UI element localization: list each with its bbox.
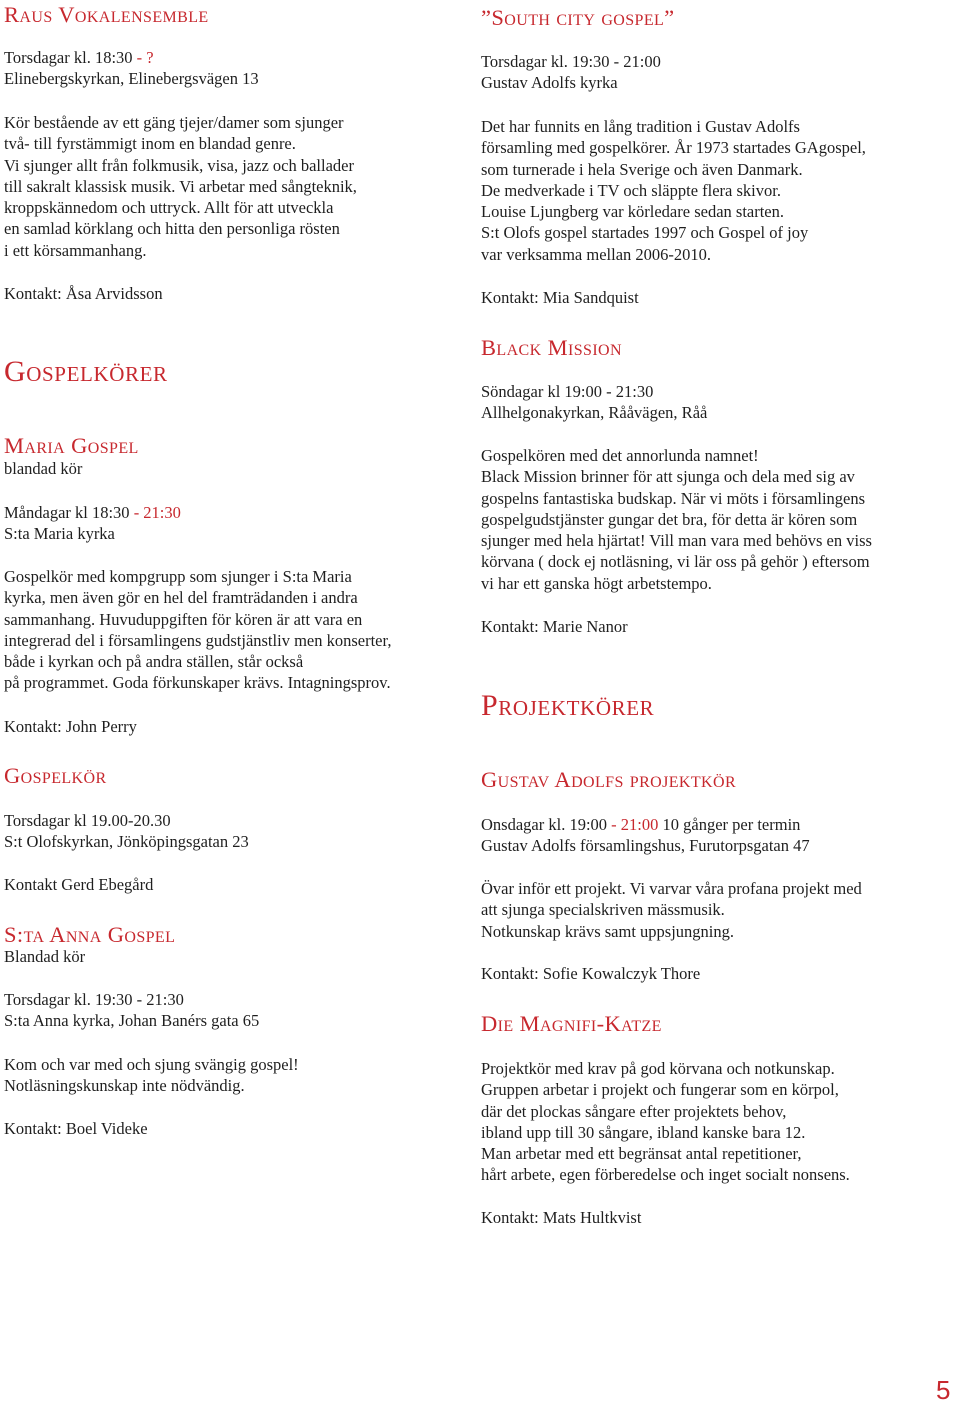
desc-line: Det har funnits en lång tradition i Gustav Adolfs bbox=[481, 117, 800, 136]
choir-place: Elinebergskyrkan, Elinebergsvägen 13 bbox=[4, 69, 259, 89]
desc-line: Notkunskap krävs samt uppsjungning. bbox=[481, 921, 734, 941]
desc-line: Övar inför ett projekt. Vi varvar våra profana projekt med bbox=[481, 879, 862, 898]
choir-contact-south-city: Kontakt: Mia Sandquist bbox=[481, 288, 639, 307]
desc-line: på programmet. Goda förkunskaper krävs. Intagningsprov. bbox=[4, 673, 391, 693]
choir-contact-anna: Kontakt: Boel Videke bbox=[4, 1119, 148, 1138]
section-title-projektkorer: Projektkörer bbox=[481, 689, 655, 722]
choir-title-south-city: ”South city gospel” bbox=[481, 5, 675, 30]
choir-place: Gustav Adolfs församlingshus, Furutorpsgatan 47 bbox=[481, 836, 810, 856]
desc-line: hårt arbete, egen förberedelse och inget socialt nonsens. bbox=[481, 1165, 850, 1185]
desc-line: ibland upp till 30 sångare, ibland kanske bara 12. bbox=[481, 1122, 806, 1142]
desc-line: Projektkör med krav på god körvana och notkunskap. bbox=[481, 1059, 835, 1078]
desc-line: som turnerade i hela Sverige och även Danmark. bbox=[481, 159, 803, 179]
desc-line: Notläsningskunskap inte nödvändig. bbox=[4, 1076, 245, 1096]
desc-line: både i kyrkan och på andra ställen, står också bbox=[4, 652, 304, 672]
choir-desc-black-mission bbox=[481, 445, 872, 594]
choir-title-raus: Raus Vokalensemble bbox=[4, 2, 209, 27]
desc-line: De medverkade i TV och släppte flera skivor. bbox=[481, 180, 781, 200]
choir-schedule-raus bbox=[4, 47, 259, 90]
choir-time: Torsdagar kl. 19:30 - 21:30 bbox=[4, 990, 184, 1009]
choir-contact-magnifi-katze: Kontakt: Mats Hultkvist bbox=[481, 1208, 642, 1227]
desc-line: till sakralt klassisk musik. Vi arbetar med sångteknik, bbox=[4, 176, 357, 196]
choir-desc-raus bbox=[4, 112, 357, 261]
choir-desc-gustav-adolfs bbox=[481, 878, 862, 942]
choir-place: S:t Olofskyrkan, Jönköpingsgatan 23 bbox=[4, 832, 249, 852]
choir-schedule-anna bbox=[4, 989, 259, 1032]
desc-line: Gospelkören med det annorlunda namnet! bbox=[481, 446, 759, 465]
desc-line: Kom och var med och sjung svängig gospel! bbox=[4, 1055, 299, 1074]
desc-line: körvana ( dock ej notläsning, vi lär oss på gehör ) eftersom bbox=[481, 552, 870, 572]
desc-line: att sjunga specialskriven mässmusik. bbox=[481, 900, 725, 920]
choir-time: Söndagar kl 19:00 - 21:30 bbox=[481, 382, 654, 401]
desc-line: församling med gospelkörer. År 1973 startades GAgospel, bbox=[481, 138, 866, 158]
desc-line: vi har ett ganska högt arbetstempo. bbox=[481, 573, 712, 593]
choir-desc-magnifi-katze bbox=[481, 1058, 850, 1186]
choir-schedule-gospelkor bbox=[4, 810, 249, 853]
choir-time: Onsdagar kl. 19:00 - 21:00 10 gånger per termin bbox=[481, 815, 801, 834]
desc-line: där det plockas sångare efter projektets behov, bbox=[481, 1101, 787, 1121]
choir-contact-gospelkor: Kontakt Gerd Ebegård bbox=[4, 875, 154, 894]
choir-title-maria: Maria Gospel bbox=[4, 433, 139, 458]
desc-line: gospelgudstjänster gungar det bra, för detta är kören som bbox=[481, 509, 858, 529]
desc-line: kroppskännedom och uttryck. Allt för att utveckla bbox=[4, 198, 334, 218]
desc-line: Man arbetar med ett begränsat antal repetitioner, bbox=[481, 1144, 802, 1164]
choir-subtitle-anna: Blandad kör bbox=[4, 947, 86, 966]
choir-contact-maria: Kontakt: John Perry bbox=[4, 717, 137, 736]
choir-desc-south-city bbox=[481, 116, 866, 265]
desc-line: Gospelkör med kompgrupp som sjunger i S:ta Maria bbox=[4, 567, 352, 586]
choir-desc-maria bbox=[4, 566, 391, 694]
choir-time: Torsdagar kl. 19:30 - 21:00 bbox=[481, 52, 661, 71]
choir-title-gustav-adolfs: Gustav Adolfs projektkör bbox=[481, 767, 737, 792]
choir-place: Gustav Adolfs kyrka bbox=[481, 73, 618, 93]
section-title-gospelkorer: Gospelkörer bbox=[4, 355, 168, 388]
choir-time: Torsdagar kl. 18:30 - ? bbox=[4, 48, 154, 67]
desc-line: Vi sjunger allt från folkmusik, visa, jazz och ballader bbox=[4, 155, 354, 175]
choir-contact-gustav-adolfs: Kontakt: Sofie Kowalczyk Thore bbox=[481, 964, 701, 983]
desc-line: sjunger med hela hjärtat! Vill man vara med behövs en viss bbox=[481, 531, 872, 551]
choir-place: S:ta Maria kyrka bbox=[4, 524, 115, 544]
choir-contact-raus: Kontakt: Åsa Arvidsson bbox=[4, 284, 163, 303]
choir-schedule-maria bbox=[4, 502, 181, 545]
desc-line: Gruppen arbetar i projekt och fungerar som en körpol, bbox=[481, 1080, 839, 1100]
desc-line: integrerad del i församlingens gudstjänstliv men konserter, bbox=[4, 630, 392, 650]
desc-line: gospelns fantastiska budskap. När vi möts i församlingens bbox=[481, 488, 866, 508]
choir-contact-black-mission: Kontakt: Marie Nanor bbox=[481, 617, 628, 636]
choir-subtitle-maria: blandad kör bbox=[4, 459, 83, 478]
choir-time: Torsdagar kl 19.00-20.30 bbox=[4, 811, 171, 830]
choir-title-black-mission: Black Mission bbox=[481, 335, 622, 360]
choir-schedule-south-city bbox=[481, 51, 661, 94]
desc-line: S:t Olofs gospel startades 1997 och Gospel of joy bbox=[481, 223, 809, 243]
choir-schedule-gustav-adolfs bbox=[481, 814, 810, 857]
choir-desc-anna bbox=[4, 1054, 299, 1097]
desc-line: i ett körsammanhang. bbox=[4, 240, 147, 260]
desc-line: kyrka, men även gör en hel del framträdanden i andra bbox=[4, 588, 358, 608]
choir-schedule-black-mission bbox=[481, 381, 707, 424]
desc-line: Kör bestående av ett gäng tjejer/damer som sjunger bbox=[4, 113, 344, 132]
desc-line: sammanhang. Huvuduppgiften för kören är att vara en bbox=[4, 609, 363, 629]
desc-line: var verksamma mellan 2006-2010. bbox=[481, 244, 712, 264]
choir-time: Måndagar kl 18:30 - 21:30 bbox=[4, 503, 181, 522]
choir-place: S:ta Anna kyrka, Johan Banérs gata 65 bbox=[4, 1011, 260, 1031]
choir-title-magnifi-katze: Die Magnifi-Katze bbox=[481, 1011, 662, 1036]
desc-line: två- till fyrstämmigt inom en blandad genre. bbox=[4, 134, 296, 154]
choir-title-anna: S:ta Anna Gospel bbox=[4, 922, 176, 947]
desc-line: en samlad körklang och hitta den personliga rösten bbox=[4, 219, 340, 239]
desc-line: Black Mission brinner för att sjunga och dela med sig av bbox=[481, 467, 855, 487]
desc-line: Louise Ljungberg var körledare sedan starten. bbox=[481, 202, 785, 222]
choir-title-gospelkor: Gospelkör bbox=[4, 763, 107, 788]
choir-place: Allhelgonakyrkan, Rååvägen, Råå bbox=[481, 403, 708, 423]
page-number: 5 bbox=[936, 1375, 951, 1405]
